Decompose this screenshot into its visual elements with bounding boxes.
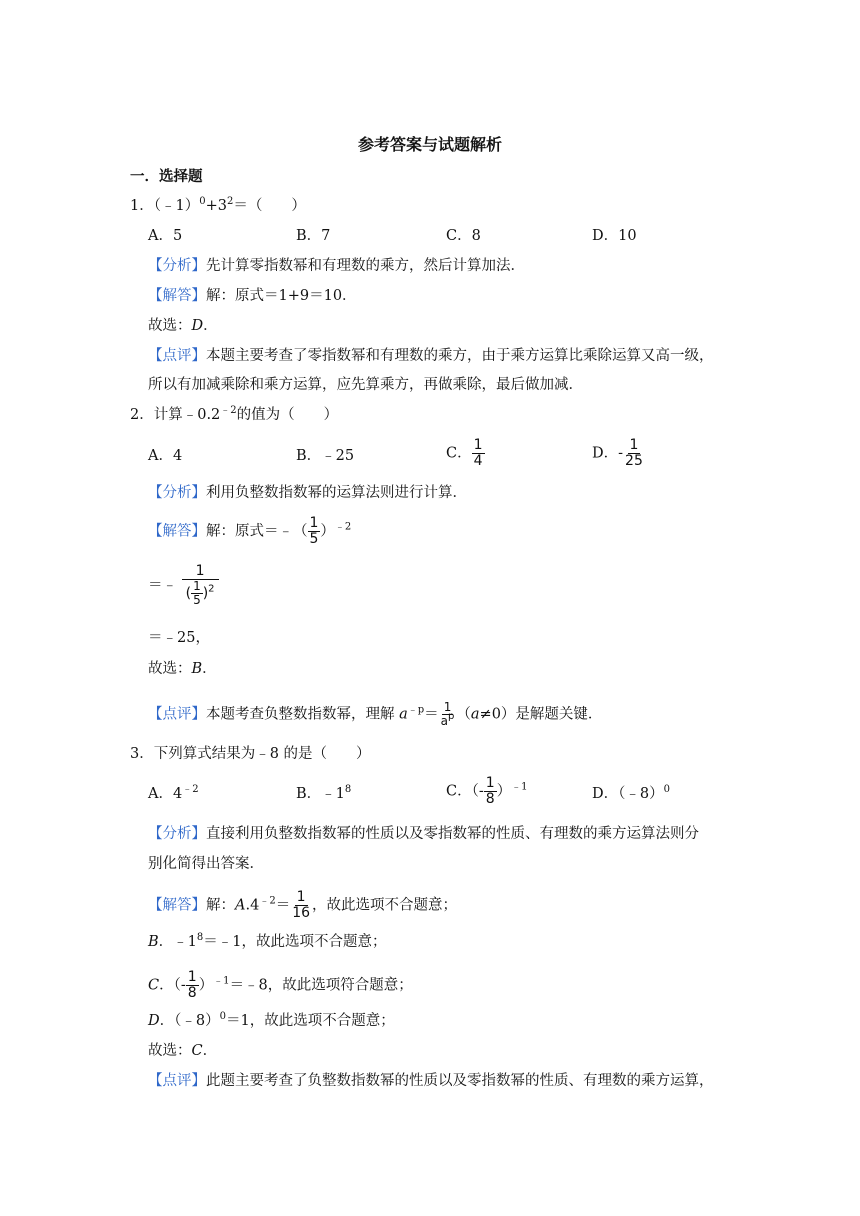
q1-solution bbox=[148, 286, 357, 306]
q3-solution-post: ，故此选项不合题意； bbox=[312, 897, 458, 914]
q2-option-d-fraction bbox=[623, 438, 645, 469]
q2-stem bbox=[130, 405, 338, 425]
q3-analysis-text-1: 直接利用负整数指数幂的性质以及零指数幂的性质、有理数的乘方运算法则分 bbox=[206, 826, 699, 842]
q2-option-c-label: C． bbox=[446, 445, 472, 462]
q2-comment-pre: 本题考查负整数指数幂，理解 bbox=[206, 706, 400, 723]
q3-analysis bbox=[148, 824, 699, 844]
minus-sign: - bbox=[180, 977, 186, 994]
option-letter: C bbox=[148, 977, 160, 994]
q2-step2-pre: ＝﹣ bbox=[148, 577, 177, 594]
exponent: 0 bbox=[219, 1011, 226, 1022]
exponent: ﹣1 bbox=[511, 781, 528, 793]
option-label: D．（﹣8） bbox=[592, 786, 664, 802]
section-heading: 一．选择题 bbox=[130, 168, 203, 185]
comment-tag: 【点评】 bbox=[148, 1073, 206, 1089]
q3-option-c-fraction bbox=[484, 776, 497, 807]
q3-line-b bbox=[148, 932, 387, 952]
answer-prefix: 故选： bbox=[148, 661, 192, 677]
q3-option-b bbox=[296, 784, 351, 804]
fraction-denominator: 8 bbox=[485, 791, 495, 807]
exponent: ﹣1 bbox=[213, 975, 230, 987]
option-label: B．﹣1 bbox=[296, 786, 345, 802]
analysis-tag: 【分析】 bbox=[148, 826, 206, 842]
option-letter: A bbox=[235, 897, 246, 914]
q2-step3: ＝﹣25， bbox=[148, 630, 210, 646]
comment-tag: 【点评】 bbox=[148, 706, 206, 723]
comment-tag: 【点评】 bbox=[148, 348, 206, 364]
fraction-denominator: 16 bbox=[292, 905, 311, 921]
expression: ．﹣1 bbox=[158, 934, 197, 950]
analysis-tag: 【分析】 bbox=[148, 485, 206, 501]
fraction-numerator: 1 bbox=[187, 969, 197, 985]
q2-analysis-text: 利用负整数指数幂的运算法则进行计算． bbox=[206, 485, 467, 501]
q2-solution-pre: 解：原式＝﹣（ bbox=[206, 523, 308, 540]
q1-comment-text-1: 本题主要考查了零指数幂和有理数的乘方，由于乘方运算比乘除运算又高一级， bbox=[206, 348, 714, 364]
q2-option-c-fraction bbox=[472, 438, 485, 469]
fraction-numerator: 1 bbox=[485, 775, 495, 791]
q3-options bbox=[148, 775, 768, 807]
answer-prefix: 故选： bbox=[148, 318, 192, 334]
q2-option-d bbox=[592, 438, 645, 469]
q1-analysis bbox=[148, 256, 525, 276]
equals-sign: ＝ bbox=[275, 897, 291, 914]
q2-solution-fraction bbox=[308, 516, 321, 547]
option-label: C．（ bbox=[446, 783, 479, 800]
q1-answer-letter: D bbox=[191, 318, 204, 334]
minus-sign: - bbox=[478, 783, 484, 800]
expression: ．（﹣8） bbox=[159, 1013, 220, 1029]
q2-stem-exp: ﹣2 bbox=[220, 405, 237, 416]
exponent: 8 bbox=[196, 932, 204, 943]
q1-option-d: D．10 bbox=[592, 228, 637, 244]
fraction-numerator: 1 bbox=[182, 564, 219, 580]
solution-tag: 【解答】 bbox=[148, 897, 206, 914]
solution-tag: 【解答】 bbox=[148, 523, 206, 540]
q3-stem: 3．下列算式结果为﹣8 的是（ ） bbox=[130, 746, 371, 762]
fraction-denominator: 25 bbox=[625, 453, 643, 469]
paren-close: ) bbox=[202, 585, 209, 602]
q1-option-b: B．7 bbox=[296, 228, 331, 244]
var-a: a bbox=[399, 706, 408, 723]
q3-solution bbox=[148, 890, 457, 921]
exponent: 0 bbox=[663, 784, 670, 795]
q2-option-a: A．4 bbox=[148, 448, 183, 464]
page-title: 参考答案与试题解析 bbox=[357, 135, 502, 154]
q2-answer-letter: B bbox=[191, 661, 203, 677]
equals-sign: ＝ bbox=[424, 706, 439, 723]
q2-solution-exp: ﹣2 bbox=[334, 521, 352, 533]
q3-line-d bbox=[148, 1011, 395, 1031]
q2-analysis bbox=[148, 483, 467, 503]
q2-options bbox=[148, 437, 748, 469]
fraction-numerator: 1 bbox=[473, 437, 483, 453]
q3-line-c-fraction bbox=[186, 970, 199, 1001]
fraction-numerator: 1 bbox=[629, 437, 639, 453]
q2-stem-post: 的值为（ ） bbox=[236, 407, 339, 423]
q1-solution-text: 解：原式＝1+9＝10． bbox=[206, 288, 357, 304]
paren-close: ） bbox=[198, 977, 214, 994]
fraction-denominator bbox=[184, 580, 217, 607]
paren-close: ） bbox=[496, 783, 512, 800]
result-text: ＝﹣1，故此选项不合题意； bbox=[203, 934, 387, 950]
q1-analysis-text: 先计算零指数幂和有理数的乘方，然后计算加法． bbox=[206, 258, 525, 274]
q2-option-b: B．﹣25 bbox=[296, 448, 355, 464]
q3-comment-text: 此题主要考查了负整数指数幂的性质以及零指数幂的性质、有理数的乘方运算， bbox=[206, 1073, 714, 1089]
q2-option-d-label: D． bbox=[592, 445, 619, 462]
solution-tag: 【解答】 bbox=[148, 288, 206, 304]
fraction-denominator bbox=[439, 711, 457, 728]
fraction-denominator: 4 bbox=[473, 453, 483, 469]
q1-answer: 故选：D． bbox=[148, 318, 218, 334]
q3-option-c bbox=[446, 776, 528, 807]
q1-comment bbox=[148, 346, 714, 366]
var-a: a bbox=[440, 714, 449, 728]
paren-open: （ bbox=[456, 706, 471, 723]
exponent: ﹣2 bbox=[182, 784, 199, 795]
option-label: A．4 bbox=[148, 786, 183, 802]
inner-fraction bbox=[191, 580, 203, 607]
q2-comment-fraction bbox=[439, 701, 457, 728]
q1-stem: 1．$(﹣1)^0+3^2=$（ ） bbox=[130, 196, 306, 214]
exponent: p bbox=[448, 711, 455, 722]
q3-option-a bbox=[148, 784, 199, 804]
expression: .4 bbox=[245, 897, 260, 914]
q3-comment bbox=[148, 1071, 714, 1091]
fraction-numerator: 1 bbox=[443, 700, 452, 714]
answer-prefix: 故选： bbox=[148, 1043, 192, 1059]
q2-comment-post: ≠0）是解题关键． bbox=[479, 706, 603, 723]
q3-line-c bbox=[148, 970, 413, 1001]
paren-open: ( bbox=[185, 585, 192, 602]
fraction-denominator: 8 bbox=[187, 985, 197, 1001]
paren-open: ．（ bbox=[159, 977, 181, 994]
result-text: ＝﹣8，故此选项符合题意； bbox=[229, 977, 413, 994]
fraction-numerator: 1 bbox=[193, 579, 201, 593]
q1-option-a: A．5 bbox=[148, 228, 183, 244]
q3-solution-fraction bbox=[290, 890, 312, 921]
exponent: 8 bbox=[344, 784, 352, 795]
q2-answer: 故选：B． bbox=[148, 661, 217, 677]
q2-step2-fraction bbox=[182, 564, 219, 607]
var-a: a bbox=[470, 706, 480, 723]
q1-comment-line2: 所以有加减乘除和乘方运算，应先算乘方，再做乘除，最后做加减． bbox=[148, 377, 583, 393]
result-text: ＝1，故此选项不合题意； bbox=[226, 1013, 395, 1029]
fraction-denominator: 5 bbox=[309, 531, 319, 547]
q2-comment bbox=[148, 701, 602, 728]
option-letter: D bbox=[148, 1013, 160, 1029]
q2-stem-pre: 2．计算﹣0.2 bbox=[130, 407, 221, 423]
exponent: 2 bbox=[208, 583, 215, 595]
q2-solution bbox=[148, 516, 351, 547]
q3-solution-pre: 解： bbox=[206, 897, 235, 914]
q1-options bbox=[148, 226, 748, 246]
fraction-numerator: 1 bbox=[296, 889, 306, 905]
q2-option-c bbox=[446, 438, 485, 469]
exponent: ﹣p bbox=[407, 704, 425, 716]
q3-answer-letter: C bbox=[191, 1043, 203, 1059]
option-letter: B bbox=[148, 934, 159, 950]
q3-option-d bbox=[592, 784, 670, 804]
q2-solution-post: ） bbox=[320, 523, 335, 540]
fraction-denominator: 5 bbox=[193, 593, 201, 607]
q2-step2 bbox=[148, 564, 219, 607]
exponent: ﹣2 bbox=[259, 895, 276, 907]
fraction-numerator: 1 bbox=[309, 515, 319, 531]
analysis-tag: 【分析】 bbox=[148, 258, 206, 274]
q3-answer: 故选：C． bbox=[148, 1043, 218, 1059]
q1-option-c: C．8 bbox=[446, 228, 481, 244]
minus-sign: - bbox=[618, 445, 624, 462]
q3-analysis-line2: 别化简得出答案． bbox=[148, 856, 264, 872]
